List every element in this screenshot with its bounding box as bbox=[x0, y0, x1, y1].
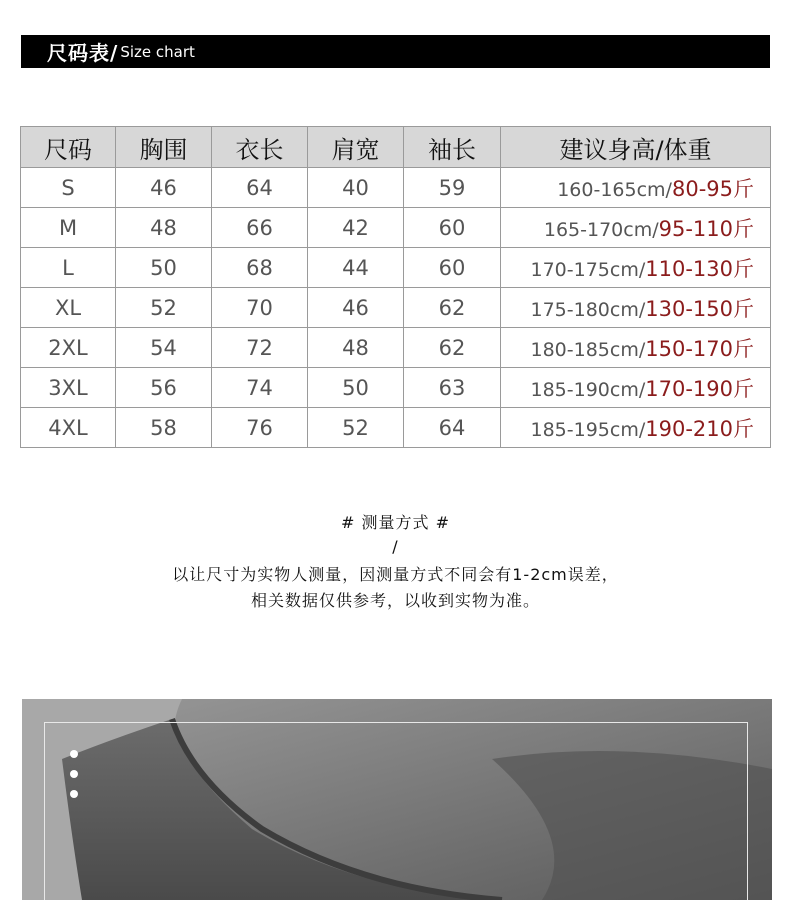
cell-sleeve: 59 bbox=[404, 168, 501, 208]
cell-sleeve: 62 bbox=[404, 328, 501, 368]
weight-range: 110-130斤 bbox=[645, 256, 754, 281]
cell-shoulder: 48 bbox=[308, 328, 404, 368]
note-divider: / bbox=[392, 537, 399, 556]
cell-size: S bbox=[21, 168, 116, 208]
table-row bbox=[21, 288, 771, 328]
cell-recommended bbox=[501, 168, 771, 208]
measure-heading: # 测量方式 # bbox=[341, 513, 450, 532]
title-en: Size chart bbox=[120, 42, 195, 61]
table-row bbox=[21, 368, 771, 408]
header-size: 尺码 bbox=[21, 127, 116, 168]
height-range: 175-180cm/ bbox=[530, 298, 646, 321]
cell-chest: 54 bbox=[116, 328, 212, 368]
cell-size: 2XL bbox=[21, 328, 116, 368]
cell-size: 3XL bbox=[21, 368, 116, 408]
cell-shoulder: 44 bbox=[308, 248, 404, 288]
weight-range: 80-95斤 bbox=[671, 176, 754, 201]
height-range: 165-170cm/ bbox=[543, 218, 659, 241]
dot-icon bbox=[70, 750, 78, 758]
cell-recommended bbox=[501, 208, 771, 248]
header-chest: 胸围 bbox=[116, 127, 212, 168]
table-header-row bbox=[21, 127, 771, 168]
cell-chest: 46 bbox=[116, 168, 212, 208]
height-range: 185-195cm/ bbox=[530, 418, 646, 441]
table-row bbox=[21, 208, 771, 248]
table-row bbox=[21, 248, 771, 288]
height-range: 170-175cm/ bbox=[530, 258, 646, 281]
weight-range: 130-150斤 bbox=[645, 296, 754, 321]
size-table bbox=[20, 126, 771, 448]
cell-shoulder: 42 bbox=[308, 208, 404, 248]
header-recommended: 建议身高/体重 bbox=[501, 127, 771, 168]
cell-recommended bbox=[501, 328, 771, 368]
cell-length: 74 bbox=[212, 368, 308, 408]
note-line-2: 相关数据仅供参考，以收到实物为准。 bbox=[250, 591, 540, 610]
header-sleeve: 袖长 bbox=[404, 127, 501, 168]
cell-recommended bbox=[501, 408, 771, 448]
table-row bbox=[21, 168, 771, 208]
cell-sleeve: 63 bbox=[404, 368, 501, 408]
dot-icon bbox=[70, 790, 78, 798]
cell-chest: 50 bbox=[116, 248, 212, 288]
cell-sleeve: 60 bbox=[404, 248, 501, 288]
cell-length: 72 bbox=[212, 328, 308, 368]
header-shoulder: 肩宽 bbox=[308, 127, 404, 168]
photo-frame bbox=[44, 722, 748, 900]
height-range: 180-185cm/ bbox=[530, 338, 646, 361]
cell-shoulder: 46 bbox=[308, 288, 404, 328]
cell-length: 68 bbox=[212, 248, 308, 288]
weight-range: 95-110斤 bbox=[658, 216, 754, 241]
cell-chest: 48 bbox=[116, 208, 212, 248]
cell-chest: 52 bbox=[116, 288, 212, 328]
cell-length: 64 bbox=[212, 168, 308, 208]
weight-range: 190-210斤 bbox=[645, 416, 754, 441]
weight-range: 170-190斤 bbox=[645, 376, 754, 401]
cell-sleeve: 60 bbox=[404, 208, 501, 248]
title-cn: 尺码表/ bbox=[47, 41, 119, 65]
cell-length: 76 bbox=[212, 408, 308, 448]
dot-icon bbox=[70, 770, 78, 778]
cell-recommended bbox=[501, 248, 771, 288]
height-range: 160-165cm/ bbox=[557, 178, 672, 201]
cell-chest: 58 bbox=[116, 408, 212, 448]
note-line-1: 以让尺寸为实物人测量，因测量方式不同会有1-2cm误差， bbox=[172, 565, 619, 584]
size-chart-title-bar bbox=[21, 35, 770, 68]
header-length: 衣长 bbox=[212, 127, 308, 168]
cell-size: M bbox=[21, 208, 116, 248]
cell-size: XL bbox=[21, 288, 116, 328]
cell-length: 70 bbox=[212, 288, 308, 328]
cell-sleeve: 62 bbox=[404, 288, 501, 328]
cell-recommended bbox=[501, 368, 771, 408]
cell-sleeve: 64 bbox=[404, 408, 501, 448]
cell-shoulder: 52 bbox=[308, 408, 404, 448]
table-row bbox=[21, 408, 771, 448]
cell-size: L bbox=[21, 248, 116, 288]
fabric-collar-photo bbox=[22, 699, 772, 900]
height-range: 185-190cm/ bbox=[530, 378, 646, 401]
weight-range: 150-170斤 bbox=[645, 336, 754, 361]
cell-shoulder: 40 bbox=[308, 168, 404, 208]
table-row bbox=[21, 328, 771, 368]
cell-chest: 56 bbox=[116, 368, 212, 408]
cell-recommended bbox=[501, 288, 771, 328]
cell-shoulder: 50 bbox=[308, 368, 404, 408]
cell-size: 4XL bbox=[21, 408, 116, 448]
cell-length: 66 bbox=[212, 208, 308, 248]
